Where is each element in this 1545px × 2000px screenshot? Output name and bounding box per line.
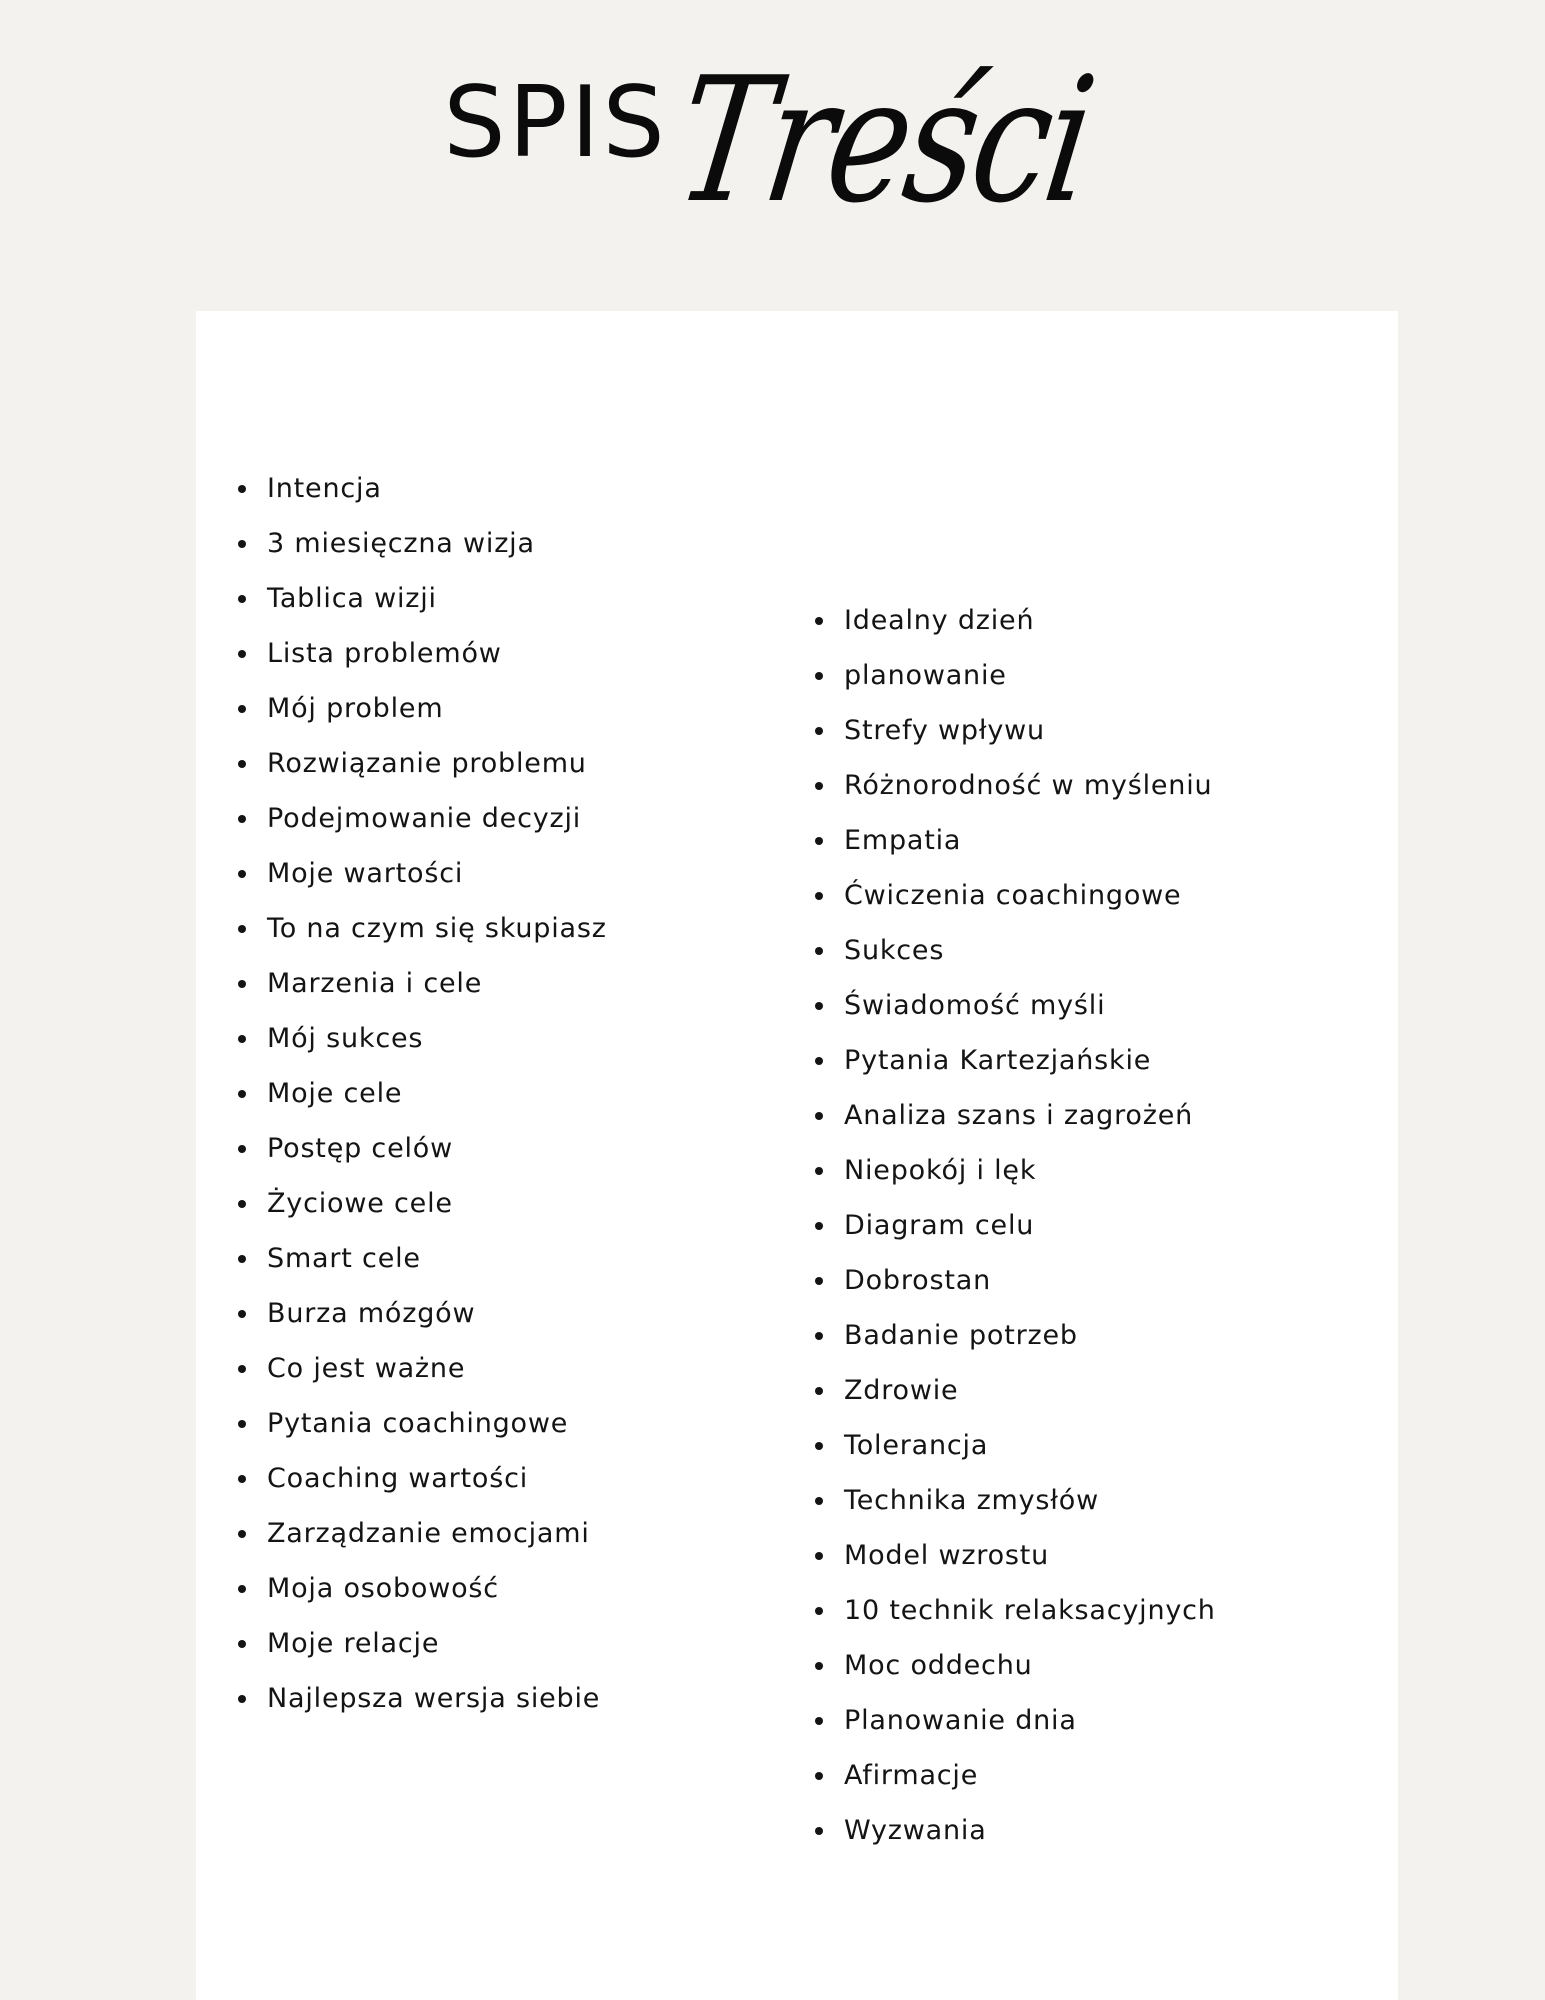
toc-item — [267, 1451, 607, 1506]
bullet-icon — [815, 1057, 823, 1065]
bullet-icon — [815, 1442, 823, 1450]
toc-item — [267, 461, 607, 516]
toc-item-label: Różnorodność w myśleniu — [844, 770, 1213, 801]
toc-item — [267, 1066, 607, 1121]
toc-item-label: Moje relacje — [267, 1628, 440, 1659]
toc-item — [267, 956, 607, 1011]
bullet-icon — [815, 1717, 823, 1725]
bullet-icon — [815, 837, 823, 845]
bullet-icon — [815, 1387, 823, 1395]
toc-item-label: Sukces — [844, 935, 945, 966]
toc-item — [844, 1363, 1216, 1418]
toc-item — [844, 978, 1216, 1033]
toc-item — [844, 1693, 1216, 1748]
toc-item-label: Świadomość myśli — [844, 990, 1106, 1021]
bullet-icon — [238, 1695, 246, 1703]
toc-item-label: Intencja — [267, 473, 382, 504]
toc-item-label: Badanie potrzeb — [844, 1320, 1078, 1351]
bullet-icon — [815, 1772, 823, 1780]
toc-item-label: planowanie — [844, 660, 1007, 691]
bullet-icon — [815, 1002, 823, 1010]
toc-item — [267, 626, 607, 681]
toc-item-label: Model wzrostu — [844, 1540, 1050, 1571]
toc-item-label: Zarządzanie emocjami — [267, 1518, 590, 1549]
bullet-icon — [238, 650, 246, 658]
toc-item-label: Coaching wartości — [267, 1463, 529, 1494]
toc-item — [844, 1528, 1216, 1583]
bullet-icon — [238, 1035, 246, 1043]
bullet-icon — [815, 947, 823, 955]
bullet-icon — [815, 782, 823, 790]
bullet-icon — [815, 1827, 823, 1835]
toc-item — [844, 648, 1216, 703]
page-title — [0, 40, 1545, 240]
toc-item-label: Mój problem — [267, 693, 444, 724]
bullet-icon — [238, 705, 246, 713]
toc-item-label: Tolerancja — [844, 1430, 989, 1461]
toc-item — [267, 1671, 607, 1726]
toc-item-label: Życiowe cele — [267, 1188, 453, 1219]
toc-item-label: Empatia — [844, 825, 962, 856]
bullet-icon — [238, 1310, 246, 1318]
toc-item — [844, 1198, 1216, 1253]
toc-item-label: Analiza szans i zagrożeń — [844, 1100, 1194, 1131]
toc-item-label: Rozwiązanie problemu — [267, 748, 587, 779]
toc-item — [267, 516, 607, 571]
toc-item-label: Tablica wizji — [267, 583, 437, 614]
bullet-icon — [815, 672, 823, 680]
toc-item — [844, 1418, 1216, 1473]
toc-item-label: Marzenia i cele — [267, 968, 483, 999]
toc-item — [267, 1231, 607, 1286]
bullet-icon — [815, 1277, 823, 1285]
toc-item — [844, 1143, 1216, 1198]
toc-item-label: Burza mózgów — [267, 1298, 476, 1329]
toc-item — [844, 1088, 1216, 1143]
toc-item-label: Zdrowie — [844, 1375, 959, 1406]
toc-item — [267, 681, 607, 736]
bullet-icon — [238, 760, 246, 768]
toc-item-label: 10 technik relaksacyjnych — [844, 1595, 1216, 1626]
bullet-icon — [815, 1332, 823, 1340]
toc-item-label: 3 miesięczna wizja — [267, 528, 535, 559]
toc-item — [267, 1506, 607, 1561]
bullet-icon — [238, 1530, 246, 1538]
bullet-icon — [238, 1585, 246, 1593]
toc-item — [844, 868, 1216, 923]
toc-item-label: Niepokój i lęk — [844, 1155, 1037, 1186]
toc-item — [844, 1253, 1216, 1308]
toc-item — [267, 1616, 607, 1671]
toc-item-label: Technika zmysłów — [844, 1485, 1099, 1516]
toc-item-label: Lista problemów — [267, 638, 502, 669]
toc-item — [844, 1308, 1216, 1363]
bullet-icon — [238, 1365, 246, 1373]
bullet-icon — [815, 1222, 823, 1230]
toc-item-label: Moc oddechu — [844, 1650, 1033, 1681]
bullet-icon — [238, 870, 246, 878]
toc-item — [844, 1473, 1216, 1528]
bullet-icon — [238, 925, 246, 933]
toc-list-left — [267, 461, 607, 1726]
toc-item-label: Postęp celów — [267, 1133, 453, 1164]
toc-item — [267, 901, 607, 956]
bullet-icon — [238, 1640, 246, 1648]
bullet-icon — [815, 1607, 823, 1615]
toc-item — [844, 1583, 1216, 1638]
bullet-icon — [238, 1145, 246, 1153]
toc-item-label: Pytania coachingowe — [267, 1408, 569, 1439]
toc-list-right — [844, 593, 1216, 1858]
toc-item — [267, 1396, 607, 1451]
bullet-icon — [238, 595, 246, 603]
toc-item — [267, 736, 607, 791]
toc-item-label: Strefy wpływu — [844, 715, 1045, 746]
toc-item-label: Pytania Kartezjańskie — [844, 1045, 1152, 1076]
toc-item — [844, 593, 1216, 648]
toc-card — [196, 311, 1398, 2000]
toc-item-label: Co jest ważne — [267, 1353, 466, 1384]
toc-item-label: Wyzwania — [844, 1815, 987, 1846]
bullet-icon — [238, 540, 246, 548]
toc-item — [844, 1748, 1216, 1803]
toc-item — [267, 571, 607, 626]
bullet-icon — [238, 1200, 246, 1208]
toc-item-label: Diagram celu — [844, 1210, 1035, 1241]
page-title-main: SPIS — [443, 66, 668, 180]
toc-item-label: Podejmowanie decyzji — [267, 803, 582, 834]
page-title-script: Treści — [665, 40, 1102, 242]
bullet-icon — [238, 980, 246, 988]
toc-item-label: Moje cele — [267, 1078, 403, 1109]
toc-item-label: To na czym się skupiasz — [267, 913, 607, 944]
toc-item-label: Mój sukces — [267, 1023, 424, 1054]
toc-item-label: Moje wartości — [267, 858, 464, 889]
toc-item — [844, 1033, 1216, 1088]
toc-item-label: Planowanie dnia — [844, 1705, 1077, 1736]
bullet-icon — [815, 727, 823, 735]
bullet-icon — [815, 1662, 823, 1670]
bullet-icon — [815, 1497, 823, 1505]
toc-item — [267, 1341, 607, 1396]
bullet-icon — [815, 892, 823, 900]
toc-item-label: Idealny dzień — [844, 605, 1035, 636]
toc-item — [844, 758, 1216, 813]
toc-item-label: Moja osobowość — [267, 1573, 499, 1604]
bullet-icon — [238, 815, 246, 823]
toc-item-label: Afirmacje — [844, 1760, 979, 1791]
toc-item — [267, 1561, 607, 1616]
toc-item — [267, 1176, 607, 1231]
toc-item — [844, 703, 1216, 758]
toc-item-label: Najlepsza wersja siebie — [267, 1683, 601, 1714]
toc-item — [267, 1121, 607, 1176]
bullet-icon — [238, 1255, 246, 1263]
toc-item-label: Ćwiczenia coachingowe — [844, 880, 1182, 911]
toc-item-label: Smart cele — [267, 1243, 421, 1274]
toc-item — [267, 791, 607, 846]
toc-item-label: Dobrostan — [844, 1265, 991, 1296]
toc-item — [267, 1286, 607, 1341]
toc-item — [844, 1803, 1216, 1858]
toc-item — [844, 813, 1216, 868]
bullet-icon — [815, 1552, 823, 1560]
bullet-icon — [815, 617, 823, 625]
toc-item — [844, 923, 1216, 978]
toc-item — [267, 1011, 607, 1066]
toc-item — [844, 1638, 1216, 1693]
bullet-icon — [815, 1112, 823, 1120]
bullet-icon — [238, 485, 246, 493]
bullet-icon — [815, 1167, 823, 1175]
bullet-icon — [238, 1420, 246, 1428]
bullet-icon — [238, 1475, 246, 1483]
toc-item — [267, 846, 607, 901]
bullet-icon — [238, 1090, 246, 1098]
